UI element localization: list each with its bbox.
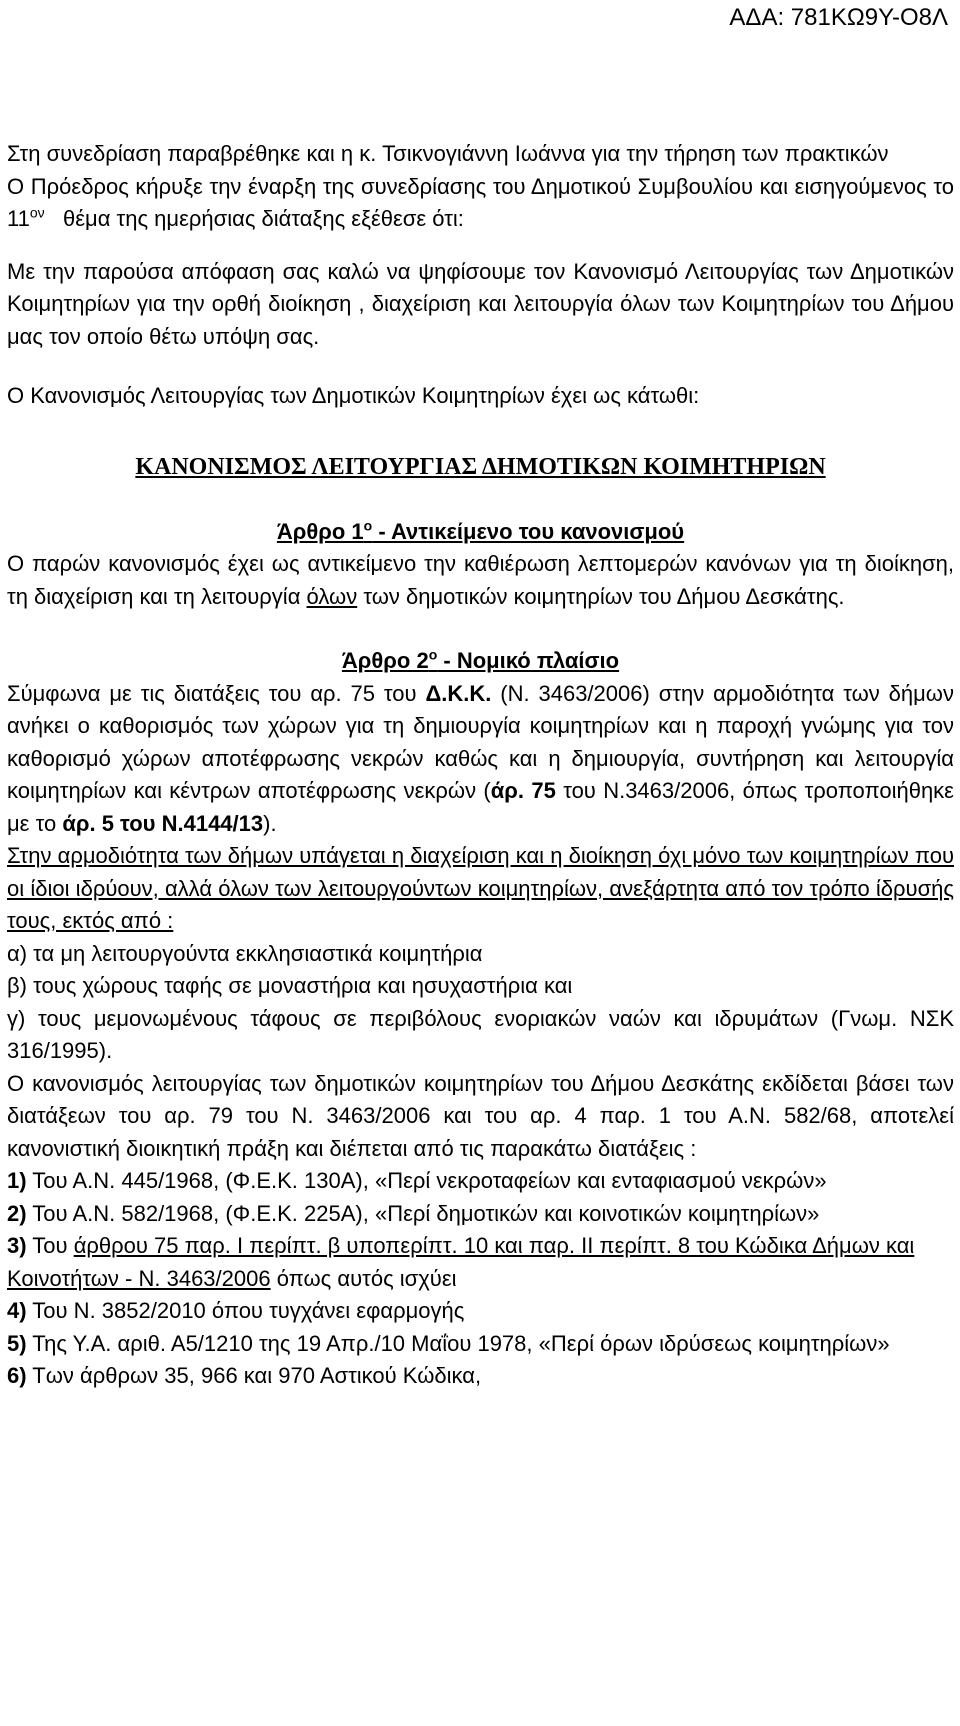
law-item-5-num: 5) bbox=[7, 1330, 27, 1356]
law-item-4-text: Του Ν. 3852/2010 όπου τυγχάνει εφαρμογής bbox=[26, 1298, 465, 1323]
article-2-paragraph-1 bbox=[7, 678, 954, 841]
a2p1-b1: Δ.Κ.Κ. bbox=[425, 680, 492, 706]
law-item-4 bbox=[7, 1295, 954, 1328]
exception-item-c: γ) τους μεμονωμένους τάφους σε περιβόλους ενοριακών ναών και ιδρυμάτων (Γνωμ. ΝΣΚ 316/1995). bbox=[7, 1005, 954, 1063]
law-item-1-num: 1) bbox=[7, 1168, 27, 1193]
a2p1-a: Σύμφωνα με τις διατάξεις του αρ. 75 του bbox=[7, 680, 426, 706]
intro-paragraph-4: Ο Κανονισμός Λειτουργίας των Δημοτικών Κοιμητηρίων έχει ως κάτωθι: bbox=[7, 383, 700, 408]
article-2-underlined-paragraph: Στην αρμοδιότητα των δήμων υπάγεται η διαχείριση και η διοίκηση όχι μόνο των κοιμητηρίων που οι ίδιοι ιδρύουν, αλλά όλων των λειτουργούντων κοιμητηρίων, ανεξάρτητα από τον τρόπο ίδρυσής τους, εκτός από : bbox=[7, 843, 954, 933]
law-item-3-num: 3) bbox=[7, 1233, 27, 1258]
article-1-title-b: - Αντικείμενο του κανονισμού bbox=[372, 518, 685, 544]
article-1-ordinal: ο bbox=[363, 517, 373, 534]
intro-paragraph-1: Στη συνεδρίαση παραβρέθηκε και η κ. Τσικνογιάννη Ιωάννα για την τήρηση των πρακτικών bbox=[7, 141, 889, 166]
ada-code: ΑΔΑ: 781ΚΩ9Υ-Ο8Λ bbox=[729, 4, 948, 31]
intro-paragraph-2 bbox=[7, 171, 954, 236]
a2p1-b3: άρ. 5 του Ν.4144/13 bbox=[62, 810, 264, 836]
article-1-text-b: των δημοτικών κοιμητηρίων του Δήμου Δεσκάτης. bbox=[357, 583, 845, 609]
law-item-1-text: Του Α.Ν. 445/1968, (Φ.Ε.Κ. 130Α), «Περί νεκροταφείων και ενταφιασμού νεκρών» bbox=[26, 1168, 827, 1193]
article-2-title-a: Άρθρο 2 bbox=[341, 648, 429, 673]
law-item-5 bbox=[7, 1328, 954, 1361]
article-2-title-b: - Νομικό πλαίσιο bbox=[437, 648, 620, 673]
article-1-text bbox=[7, 548, 954, 613]
article-1-text-a: Ο παρών κανονισμός έχει ως αντικείμενο την καθιέρωση λεπτομερών κανόνων για τη διοίκηση, τη διαχείριση και τη λειτουργία bbox=[7, 551, 954, 609]
law-item-3-text-underlined: άρθρου 75 παρ. Ι περίπτ. β υποπερίπτ. 10 και παρ. ΙΙ περίπτ. 8 του Κώδικα Δήμων και Κοινοτήτων - Ν. 3463/2006 bbox=[7, 1233, 915, 1291]
a2p1-c: (Ν. 3463/2006) στην αρμοδιότητα των δήμων ανήκει ο καθορισμός των χώρων για τη δημιουργία κοιμητηρίων και η παροχή γνώμης για τον καθορισμό χώρων αποτέφρωσης νεκρών καθώς και η δημιουργία, συντήρηση και λειτουργία κοιμητηρίων και κέντρων αποτέφρωσης νεκρών ( bbox=[7, 680, 954, 803]
article-2-paragraph-2: Ο κανονισμός λειτουργίας των δημοτικών κοιμητηρίων του Δήμου Δεσκάτης εκδίδεται βάσει των διατάξεων του αρ. 79 του Ν. 3463/2006 και του αρ. 4 παρ. 1 του Α.Ν. 582/68, αποτελεί κανονιστική διοικητική πράξη και διέπεται από τις παρακάτω διατάξεις : bbox=[7, 1070, 954, 1161]
intro-paragraph-3: Με την παρούσα απόφαση σας καλώ να ψηφίσουμε τον Κανονισμό Λειτουργίας των Δημοτικών Κοιμητηρίων για την ορθή διοίκηση , διαχείριση και λειτουργία όλων των Κοιμητηρίων του Δήμου μας τον οποίο θέτω υπόψη σας. bbox=[7, 258, 954, 349]
exception-item-a: α) τα μη λειτουργούντα εκκλησιαστικά κοιμητήρια bbox=[7, 940, 483, 966]
law-item-3 bbox=[7, 1230, 954, 1295]
exception-item-b: β) τους χώρους ταφής σε μοναστήρια και ησυχαστήρια και bbox=[7, 973, 573, 998]
article-2-ordinal: ο bbox=[428, 646, 438, 663]
intro-p2-text-end: θέμα της ημερήσιας διάταξης εξέθεσε ότι: bbox=[44, 206, 464, 231]
article-1-title bbox=[7, 516, 954, 549]
law-item-3-text-a: Του bbox=[26, 1233, 74, 1258]
law-item-6 bbox=[7, 1360, 954, 1393]
article-1-text-underlined: όλων bbox=[306, 583, 358, 609]
a2p1-e: ). bbox=[263, 810, 277, 836]
law-item-4-num: 4) bbox=[7, 1298, 27, 1323]
a2p1-b2: άρ. 75 bbox=[490, 778, 556, 803]
law-item-2-text: Του Α.Ν. 582/1968, (Φ.Ε.Κ. 225Α), «Περί δημοτικών και κοινοτικών κοιμητηρίων» bbox=[26, 1200, 820, 1226]
regulation-title: ΚΑΝΟΝΙΣΜΟΣ ΛΕΙΤΟΥΡΓΙΑΣ ΔΗΜΟΤΙΚΩΝ ΚΟΙΜΗΤΗΡΙΩΝ bbox=[135, 453, 826, 480]
intro-p2-text: Ο Πρόεδρος κήρυξε την έναρξη της συνεδρίασης του Δημοτικού Συμβουλίου και εισηγούμενος το 11 bbox=[7, 173, 954, 231]
article-2-title bbox=[7, 645, 954, 678]
law-item-2 bbox=[7, 1198, 954, 1231]
law-item-2-num: 2) bbox=[7, 1200, 27, 1226]
article-1-title-a: Άρθρο 1 bbox=[276, 518, 364, 544]
document-body bbox=[7, 138, 954, 1393]
law-item-3-text-b: όπως αυτός ισχύει bbox=[270, 1265, 457, 1291]
law-item-5-text: Της Υ.Α. αριθ. Α5/1210 της 19 Απρ./10 Μαΐου 1978, «Περί όρων ιδρύσεως κοιμητηρίων» bbox=[26, 1330, 890, 1356]
a2p1-d: του Ν.3463/2006, όπως τροποποιήθηκε με το bbox=[7, 778, 954, 836]
law-item-6-text: Των άρθρων 35, 966 και 970 Αστικού Κώδικα, bbox=[26, 1363, 482, 1388]
law-item-1 bbox=[7, 1165, 954, 1198]
law-item-6-num: 6) bbox=[7, 1363, 27, 1388]
ordinal-suffix: ον bbox=[29, 204, 45, 221]
